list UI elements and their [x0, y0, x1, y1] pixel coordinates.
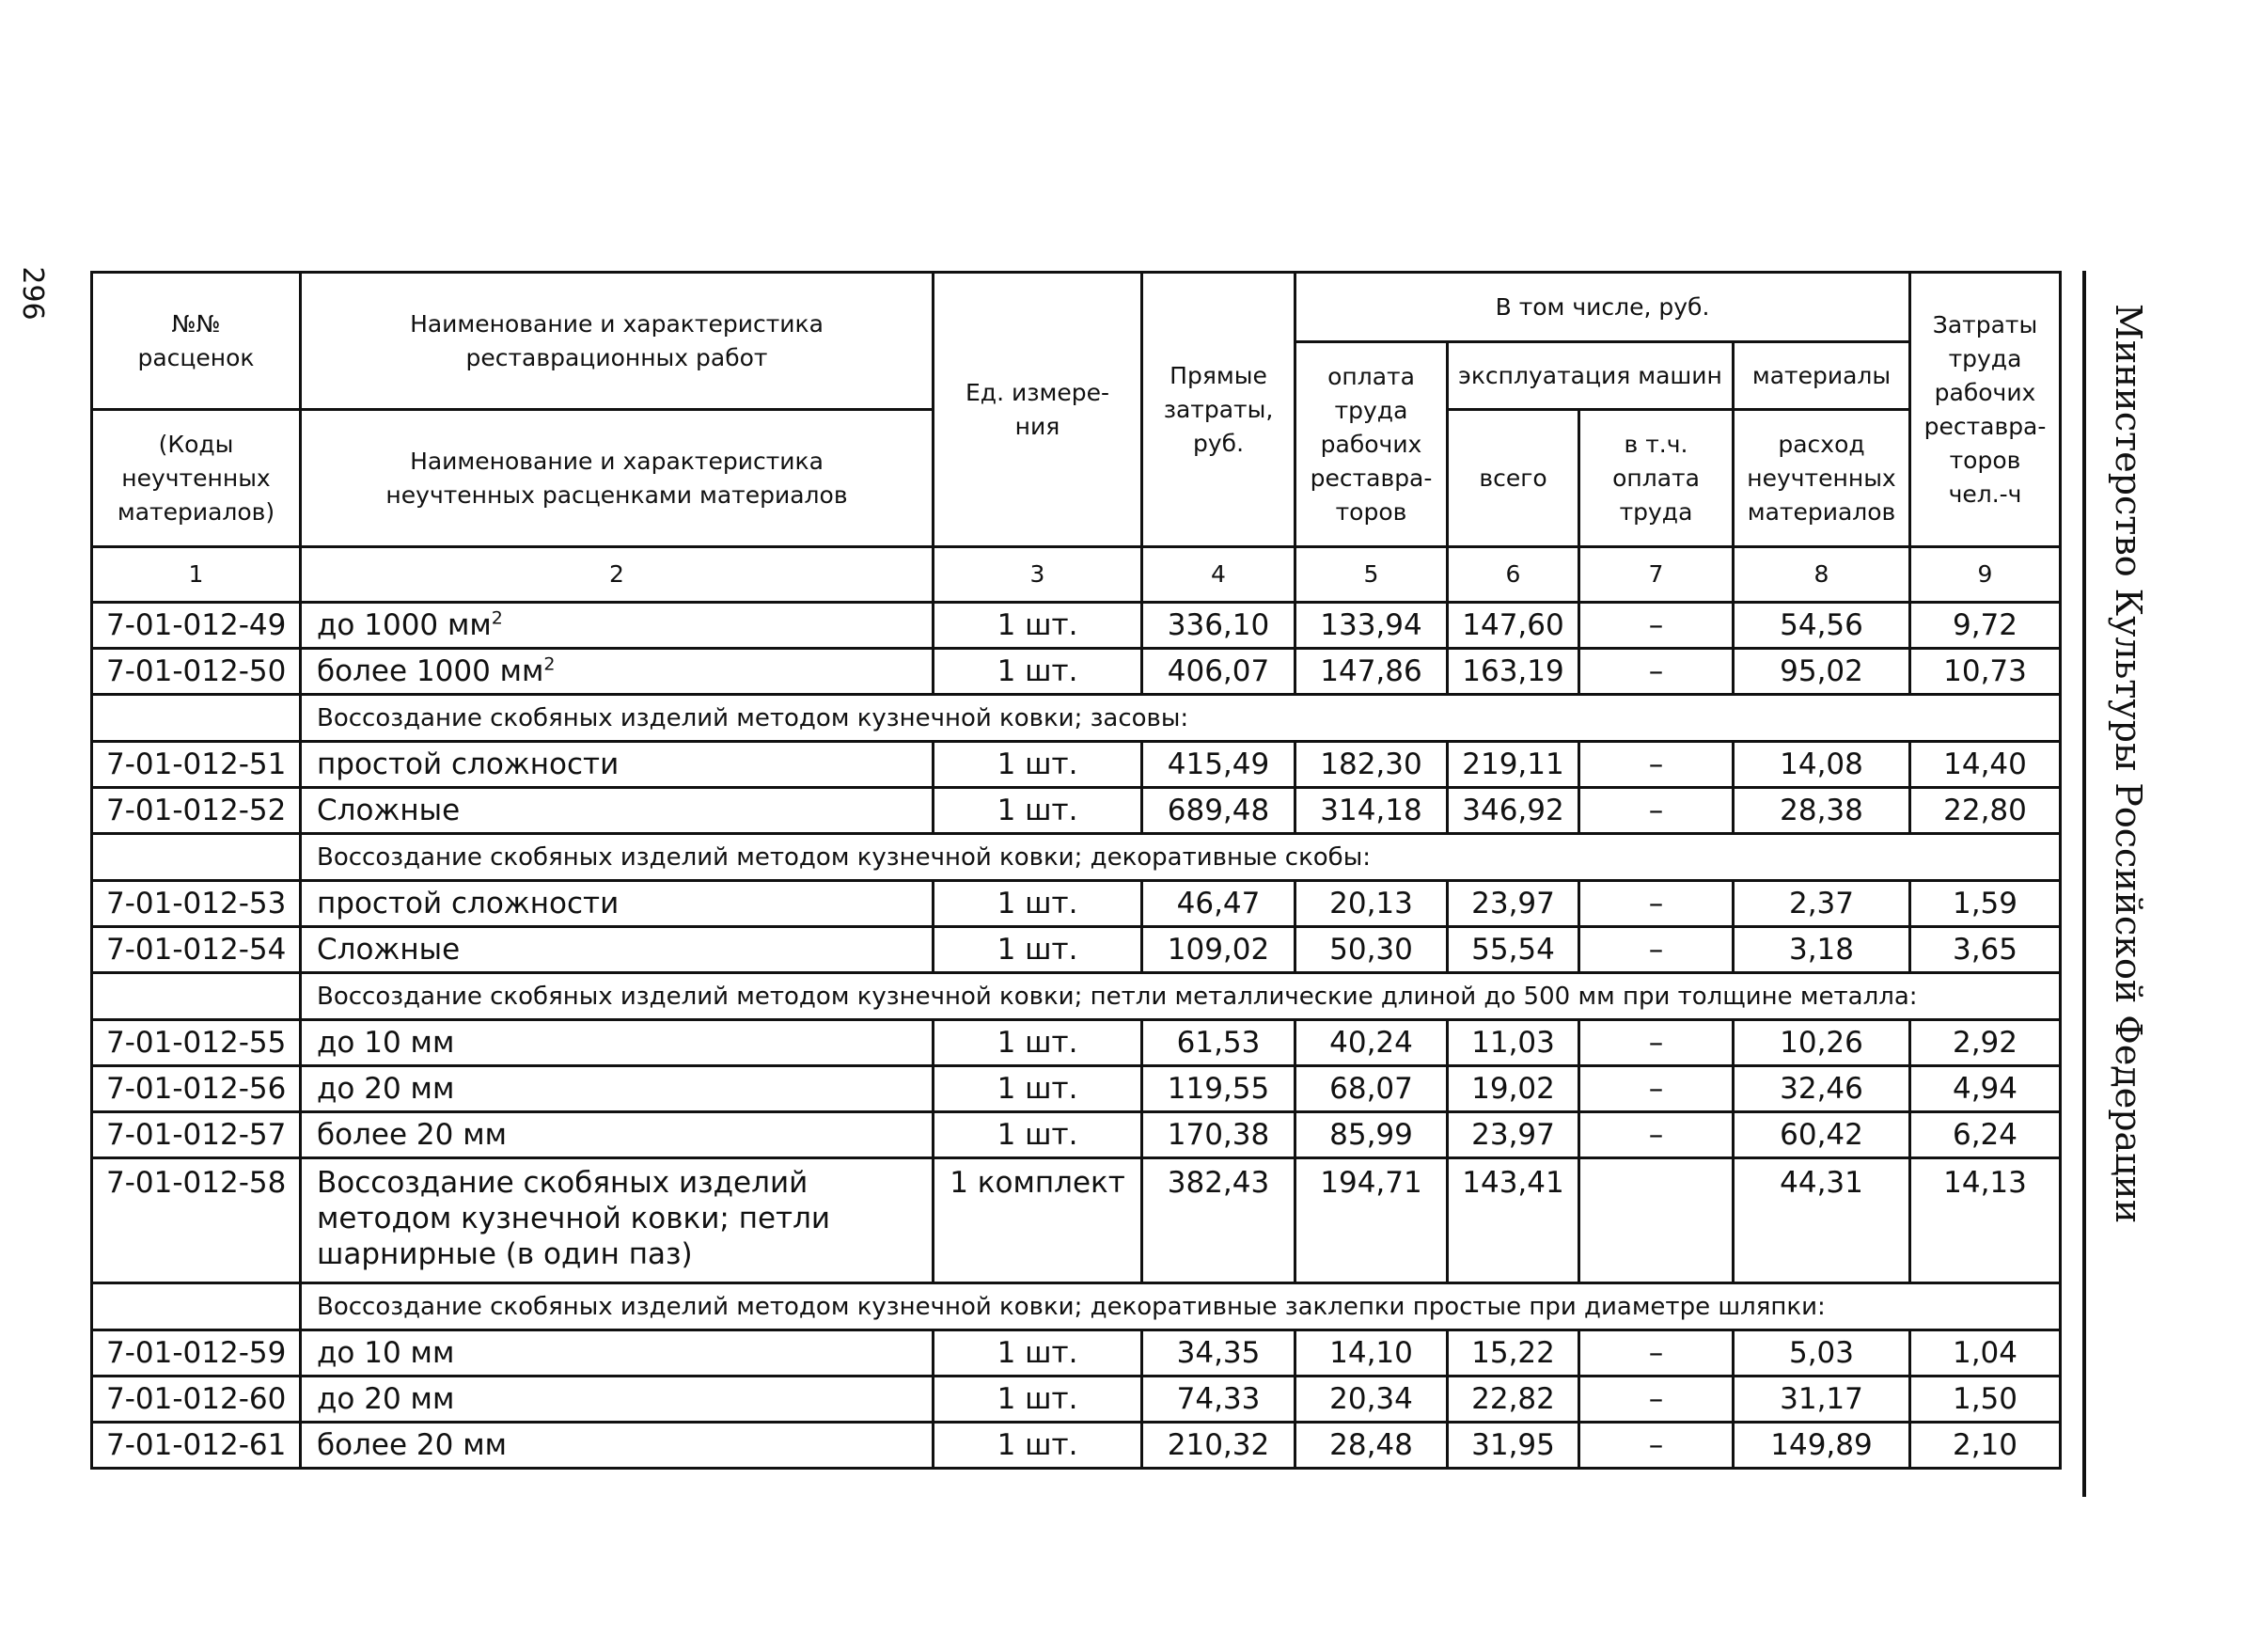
work-name	[301, 742, 934, 788]
materials-cell: 14,08	[1734, 742, 1910, 788]
column-number: 3	[934, 547, 1142, 603]
labor-hours-cell: 9,72	[1910, 603, 2061, 649]
labor-hours-cell: 22,80	[1910, 788, 2061, 834]
machines-labor-cell: –	[1579, 649, 1734, 695]
header-materials: материалы	[1734, 342, 1910, 410]
machines-total-cell: 147,60	[1448, 603, 1579, 649]
machines-labor-cell: –	[1579, 927, 1734, 973]
machines-labor-cell	[1579, 1158, 1734, 1283]
page-number: 296	[16, 266, 49, 321]
column-number: 6	[1448, 547, 1579, 603]
section-heading: Воссоздание скобяных изделий методом кузнечной ковки; декоративные скобы:	[301, 834, 2061, 881]
work-name	[301, 1330, 934, 1377]
unit-cell: 1 шт.	[934, 1330, 1142, 1377]
rate-code: 7-01-012-50	[92, 649, 301, 695]
rate-code: 7-01-012-51	[92, 742, 301, 788]
header-code: №№ расценок	[92, 273, 301, 410]
labor-pay-cell: 68,07	[1295, 1066, 1448, 1112]
column-number: 9	[1910, 547, 2061, 603]
machines-labor-cell: –	[1579, 1112, 1734, 1158]
machines-labor-cell: –	[1579, 788, 1734, 834]
unit-cell: 1 шт.	[934, 1112, 1142, 1158]
header-material-use: расход неучтенных материалов	[1734, 410, 1910, 547]
direct-costs-cell: 109,02	[1142, 927, 1295, 973]
labor-hours-cell: 1,04	[1910, 1330, 2061, 1377]
labor-hours-cell: 1,50	[1910, 1377, 2061, 1423]
materials-cell: 95,02	[1734, 649, 1910, 695]
rate-code: 7-01-012-61	[92, 1423, 301, 1469]
empty-code-cell	[92, 973, 301, 1020]
work-name-text: более 1000 мм	[317, 654, 544, 688]
materials-cell: 10,26	[1734, 1020, 1910, 1066]
work-name-text: Сложные	[317, 794, 461, 827]
unit-exponent: 2	[543, 653, 556, 675]
unit-cell: 1 шт.	[934, 1066, 1142, 1112]
machines-total-cell: 11,03	[1448, 1020, 1579, 1066]
work-name-text: до 10 мм	[317, 1336, 455, 1370]
materials-cell: 3,18	[1734, 927, 1910, 973]
labor-pay-cell: 20,34	[1295, 1377, 1448, 1423]
column-numbers-row	[92, 547, 2061, 603]
labor-hours-cell: 3,65	[1910, 927, 2061, 973]
labor-pay-cell: 85,99	[1295, 1112, 1448, 1158]
table-row	[92, 1330, 2061, 1377]
side-rule	[2082, 271, 2086, 1497]
header-material-codes: (Коды неучтенных материалов)	[92, 410, 301, 547]
materials-cell: 5,03	[1734, 1330, 1910, 1377]
rate-code: 7-01-012-60	[92, 1377, 301, 1423]
empty-code-cell	[92, 695, 301, 742]
rate-code: 7-01-012-59	[92, 1330, 301, 1377]
machines-total-cell: 19,02	[1448, 1066, 1579, 1112]
rate-code: 7-01-012-49	[92, 603, 301, 649]
machines-labor-cell: –	[1579, 1423, 1734, 1469]
work-name-text: простой сложности	[317, 747, 620, 781]
section-heading-row	[92, 973, 2061, 1020]
rates-table	[90, 271, 2062, 1470]
labor-hours-cell: 6,24	[1910, 1112, 2061, 1158]
table-row	[92, 1423, 2061, 1469]
machines-labor-cell: –	[1579, 1377, 1734, 1423]
machines-labor-cell: –	[1579, 1020, 1734, 1066]
rate-code: 7-01-012-56	[92, 1066, 301, 1112]
column-number: 4	[1142, 547, 1295, 603]
unit-cell: 1 шт.	[934, 649, 1142, 695]
work-name	[301, 788, 934, 834]
table-row	[92, 788, 2061, 834]
work-name-text: до 1000 мм	[317, 608, 492, 642]
header-direct-costs: Прямые затраты, руб.	[1142, 273, 1295, 547]
column-number: 2	[301, 547, 934, 603]
work-name	[301, 603, 934, 649]
direct-costs-cell: 689,48	[1142, 788, 1295, 834]
materials-cell: 2,37	[1734, 881, 1910, 927]
table-row	[92, 1377, 2061, 1423]
work-name-text: Сложные	[317, 933, 461, 967]
section-heading: Воссоздание скобяных изделий методом кузнечной ковки; засовы:	[301, 695, 2061, 742]
machines-total-cell: 163,19	[1448, 649, 1579, 695]
header-labor-pay: оплата труда рабочих реставра-торов	[1295, 342, 1448, 547]
rate-code: 7-01-012-57	[92, 1112, 301, 1158]
materials-cell: 31,17	[1734, 1377, 1910, 1423]
direct-costs-cell: 119,55	[1142, 1066, 1295, 1112]
work-name	[301, 1066, 934, 1112]
header-machines-labor: в т.ч. оплата труда	[1579, 410, 1734, 547]
unit-cell: 1 шт.	[934, 742, 1142, 788]
materials-cell: 54,56	[1734, 603, 1910, 649]
unit-cell: 1 комплект	[934, 1158, 1142, 1283]
work-name-text: простой сложности	[317, 887, 620, 920]
header-work-name: Наименование и характеристика реставрационных работ	[301, 273, 934, 410]
table-row	[92, 603, 2061, 649]
section-heading-row	[92, 1283, 2061, 1330]
direct-costs-cell: 382,43	[1142, 1158, 1295, 1283]
direct-costs-cell: 336,10	[1142, 603, 1295, 649]
table-row	[92, 742, 2061, 788]
table-header	[92, 273, 2061, 603]
header-material-name: Наименование и характеристика неучтенных расценками материалов	[301, 410, 934, 547]
work-name	[301, 927, 934, 973]
direct-costs-cell: 170,38	[1142, 1112, 1295, 1158]
labor-hours-cell: 14,13	[1910, 1158, 2061, 1283]
labor-hours-cell: 2,10	[1910, 1423, 2061, 1469]
labor-pay-cell: 14,10	[1295, 1330, 1448, 1377]
work-name-text: до 20 мм	[317, 1382, 455, 1416]
machines-labor-cell: –	[1579, 603, 1734, 649]
machines-total-cell: 55,54	[1448, 927, 1579, 973]
direct-costs-cell: 210,32	[1142, 1423, 1295, 1469]
machines-labor-cell: –	[1579, 1066, 1734, 1112]
labor-pay-cell: 182,30	[1295, 742, 1448, 788]
work-name	[301, 649, 934, 695]
work-name-text: до 20 мм	[317, 1072, 455, 1106]
machines-total-cell: 346,92	[1448, 788, 1579, 834]
unit-cell: 1 шт.	[934, 1423, 1142, 1469]
machines-labor-cell: –	[1579, 1330, 1734, 1377]
labor-hours-cell: 2,92	[1910, 1020, 2061, 1066]
labor-pay-cell: 28,48	[1295, 1423, 1448, 1469]
machines-labor-cell: –	[1579, 881, 1734, 927]
rate-code: 7-01-012-55	[92, 1020, 301, 1066]
work-name	[301, 1158, 934, 1283]
unit-cell: 1 шт.	[934, 788, 1142, 834]
unit-cell: 1 шт.	[934, 881, 1142, 927]
work-name-text: более 20 мм	[317, 1428, 507, 1462]
labor-pay-cell: 20,13	[1295, 881, 1448, 927]
unit-cell: 1 шт.	[934, 603, 1142, 649]
labor-pay-cell: 194,71	[1295, 1158, 1448, 1283]
table-row	[92, 1158, 2061, 1283]
column-number: 8	[1734, 547, 1910, 603]
materials-cell: 149,89	[1734, 1423, 1910, 1469]
unit-cell: 1 шт.	[934, 1377, 1142, 1423]
direct-costs-cell: 415,49	[1142, 742, 1295, 788]
section-heading-row	[92, 695, 2061, 742]
work-name	[301, 1377, 934, 1423]
table-row	[92, 881, 2061, 927]
machines-total-cell: 219,11	[1448, 742, 1579, 788]
header-machines-total: всего	[1448, 410, 1579, 547]
header-labor-hours: Затраты труда рабочих реставра-торов чел.-ч	[1910, 273, 2061, 547]
unit-cell: 1 шт.	[934, 927, 1142, 973]
machines-total-cell: 23,97	[1448, 1112, 1579, 1158]
machines-total-cell: 23,97	[1448, 881, 1579, 927]
rate-code: 7-01-012-58	[92, 1158, 301, 1283]
labor-hours-cell: 10,73	[1910, 649, 2061, 695]
labor-pay-cell: 40,24	[1295, 1020, 1448, 1066]
table-row	[92, 1020, 2061, 1066]
labor-pay-cell: 133,94	[1295, 603, 1448, 649]
work-name-text: до 10 мм	[317, 1026, 455, 1060]
empty-code-cell	[92, 1283, 301, 1330]
labor-pay-cell: 147,86	[1295, 649, 1448, 695]
machines-total-cell: 22,82	[1448, 1377, 1579, 1423]
work-name	[301, 1423, 934, 1469]
machines-total-cell: 143,41	[1448, 1158, 1579, 1283]
machines-total-cell: 15,22	[1448, 1330, 1579, 1377]
column-number: 5	[1295, 547, 1448, 603]
column-number: 7	[1579, 547, 1734, 603]
header-machines: эксплуатация машин	[1448, 342, 1734, 410]
running-head: Министерство Культуры Российской Федерации	[2108, 304, 2149, 1224]
rate-code: 7-01-012-53	[92, 881, 301, 927]
materials-cell: 44,31	[1734, 1158, 1910, 1283]
column-number: 1	[92, 547, 301, 603]
unit-exponent: 2	[491, 607, 503, 629]
labor-hours-cell: 4,94	[1910, 1066, 2061, 1112]
direct-costs-cell: 61,53	[1142, 1020, 1295, 1066]
unit-cell: 1 шт.	[934, 1020, 1142, 1066]
labor-hours-cell: 14,40	[1910, 742, 2061, 788]
empty-code-cell	[92, 834, 301, 881]
work-name	[301, 1020, 934, 1066]
materials-cell: 32,46	[1734, 1066, 1910, 1112]
direct-costs-cell: 34,35	[1142, 1330, 1295, 1377]
section-heading-row	[92, 834, 2061, 881]
work-name-text: Воссоздание скобяных изделий методом кузнечной ковки; петли шарнирные (в один паз)	[317, 1166, 831, 1271]
direct-costs-cell: 74,33	[1142, 1377, 1295, 1423]
work-name	[301, 1112, 934, 1158]
rate-code: 7-01-012-54	[92, 927, 301, 973]
section-heading: Воссоздание скобяных изделий методом кузнечной ковки; петли металлические длиной до 500 мм при толщине металла:	[301, 973, 2061, 1020]
materials-cell: 28,38	[1734, 788, 1910, 834]
work-name	[301, 881, 934, 927]
header-unit: Ед. измере-ния	[934, 273, 1142, 547]
table-row	[92, 1066, 2061, 1112]
direct-costs-cell: 46,47	[1142, 881, 1295, 927]
rate-code: 7-01-012-52	[92, 788, 301, 834]
direct-costs-cell: 406,07	[1142, 649, 1295, 695]
table-row	[92, 1112, 2061, 1158]
machines-labor-cell: –	[1579, 742, 1734, 788]
table-row	[92, 927, 2061, 973]
labor-hours-cell: 1,59	[1910, 881, 2061, 927]
table-body	[92, 603, 2061, 1469]
work-name-text: более 20 мм	[317, 1118, 507, 1152]
table-row	[92, 649, 2061, 695]
labor-pay-cell: 314,18	[1295, 788, 1448, 834]
section-heading: Воссоздание скобяных изделий методом кузнечной ковки; декоративные заклепки простые при диаметре шляпки:	[301, 1283, 2061, 1330]
header-including: В том числе, руб.	[1295, 273, 1910, 342]
labor-pay-cell: 50,30	[1295, 927, 1448, 973]
materials-cell: 60,42	[1734, 1112, 1910, 1158]
machines-total-cell: 31,95	[1448, 1423, 1579, 1469]
